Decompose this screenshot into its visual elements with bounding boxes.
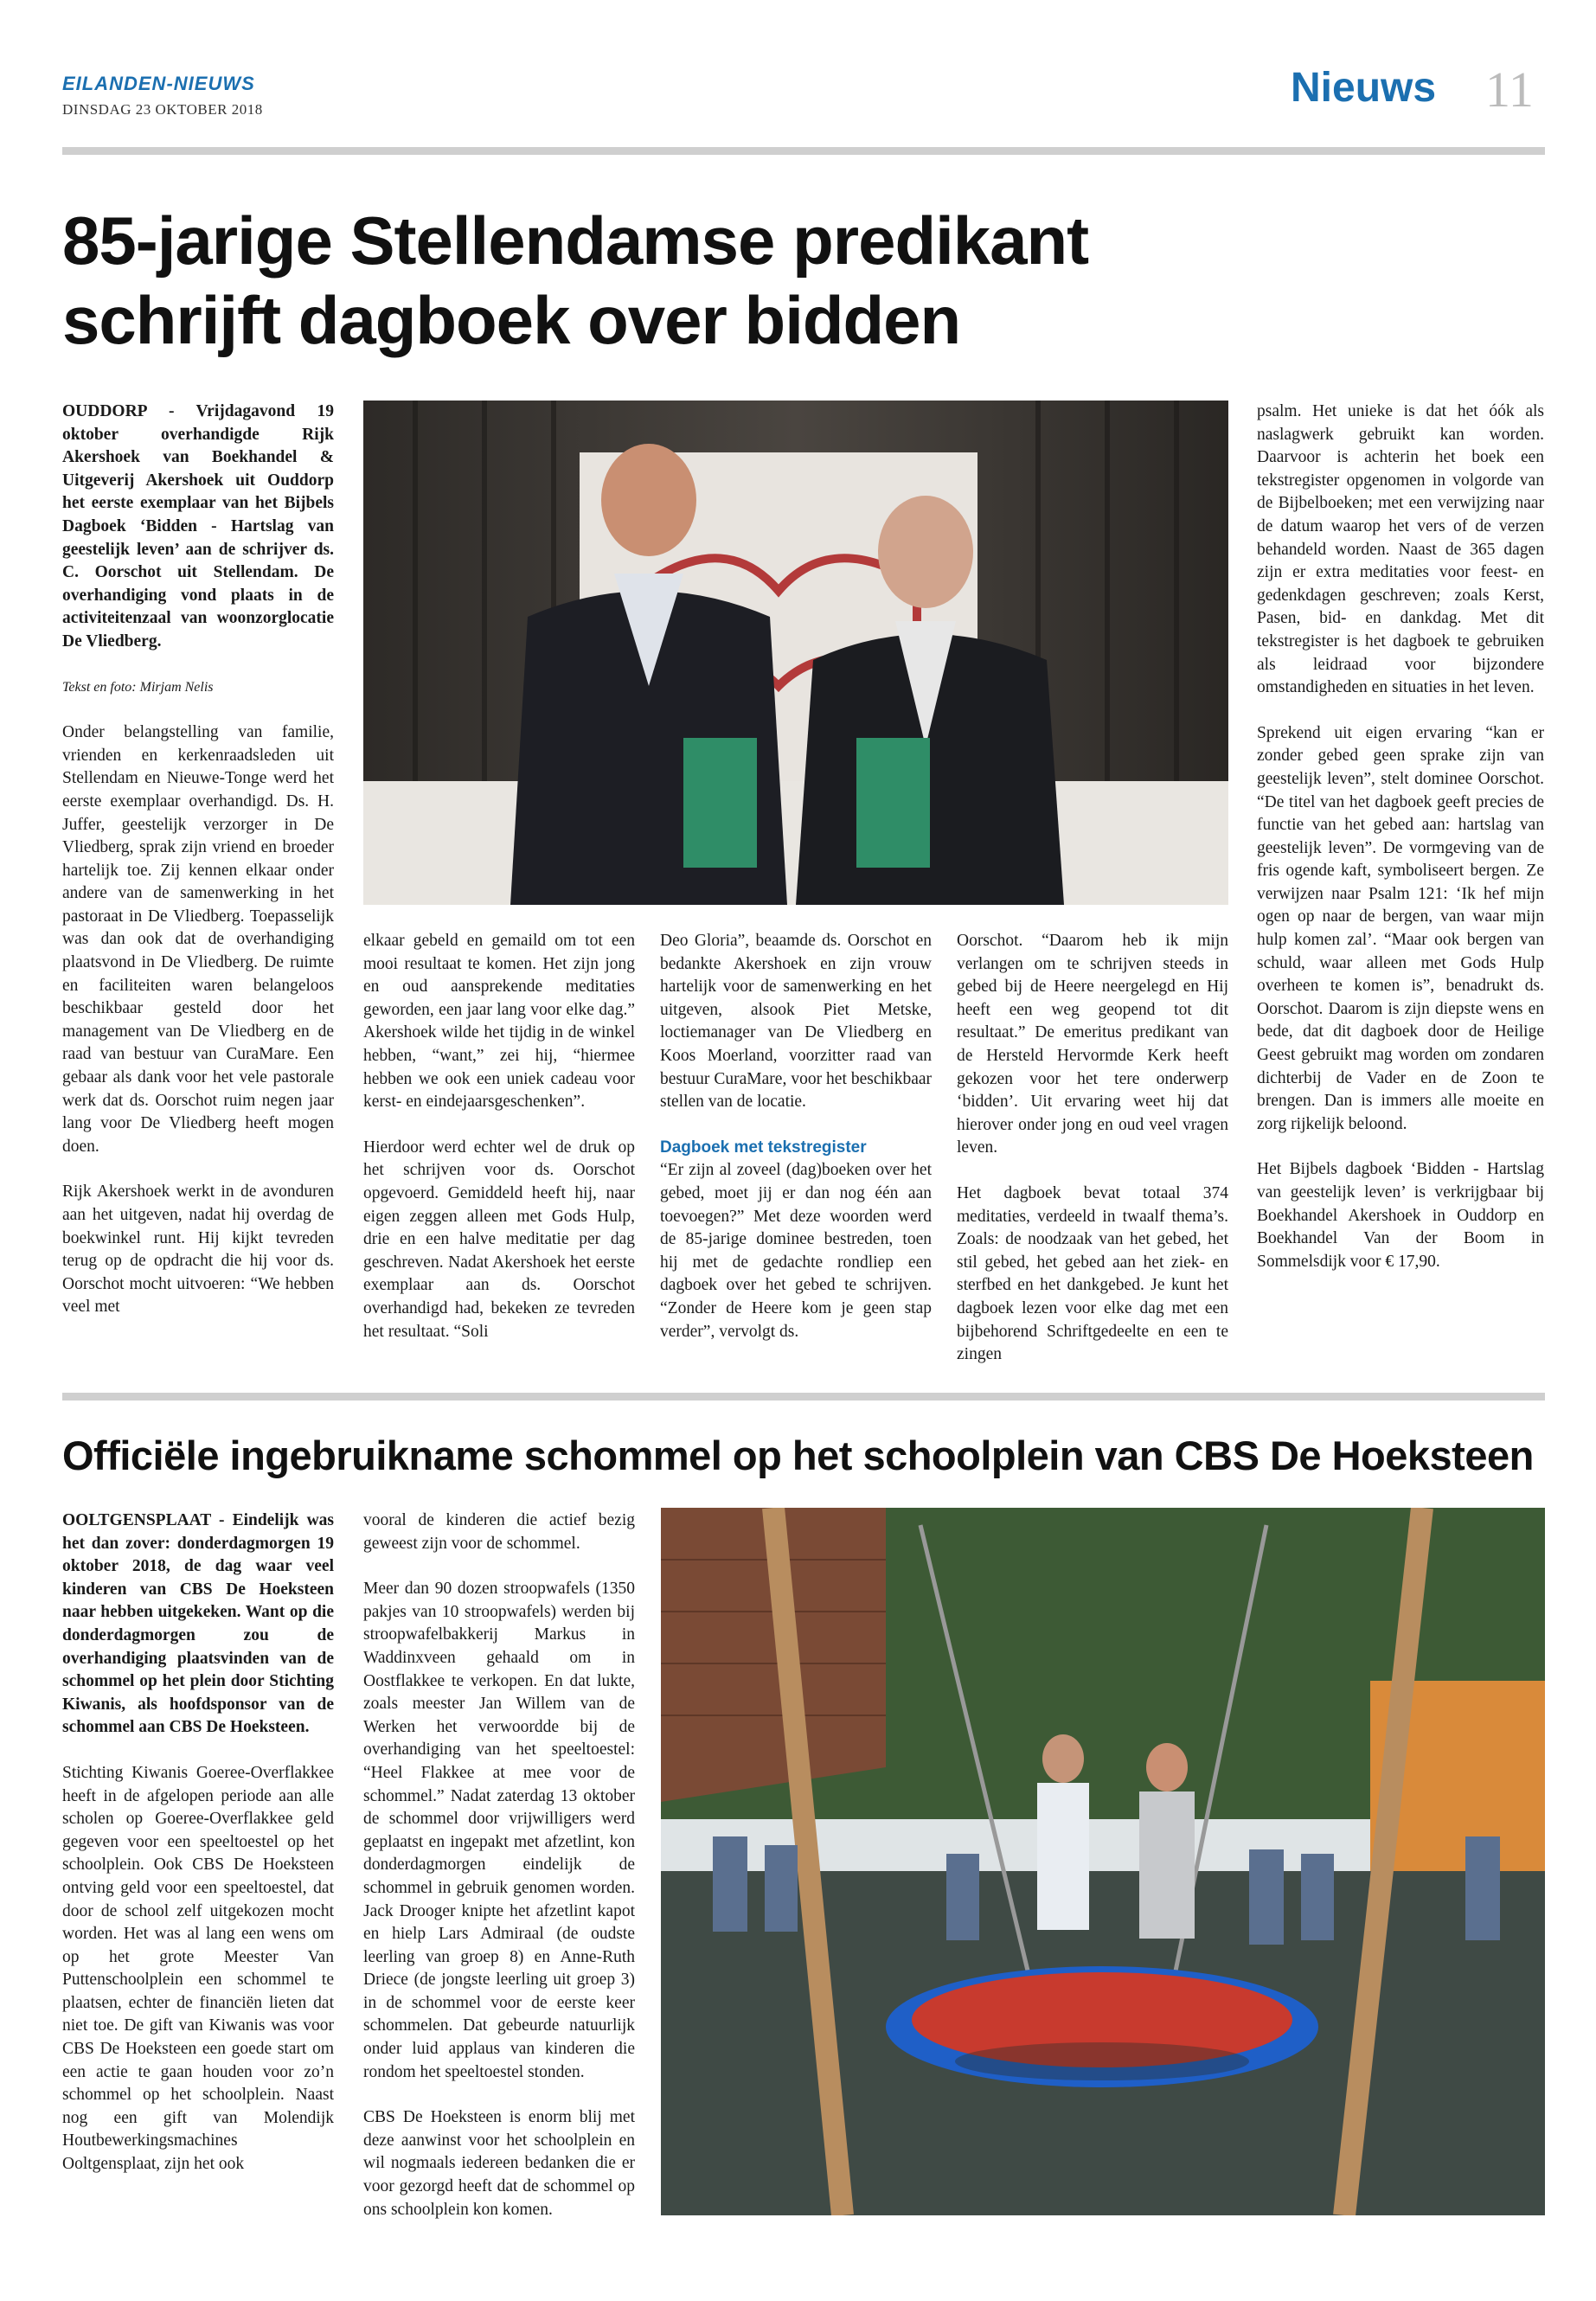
paragraph: elkaar gebeld en gemaild om tot een mooi resultaat te komen. Het zijn jong en oud aansprekende meditaties geworden, een jaar lang voor elke dag.” Akershoek wilde het tijdig in de winkel hebben, “want,” zei hij, “hiermee hebben we ook een uniek cadeau voor kerst- en eindejaarsgeschenken”. (363, 932, 635, 1112)
article1-photo (363, 401, 1228, 905)
photo-credit: Tekst en foto: Mirjam Nelis (62, 679, 214, 695)
paragraph: vooral de kinderen die actief bezig geweest zijn voor de schommel. (363, 1511, 635, 1553)
section-title: Nieuws (1291, 65, 1437, 111)
paragraph: Stichting Kiwanis Goeree-Overflakkee heeft in de afgelopen periode aan alle scholen op Goeree-Overflakkee geld gegeven voor een speeltoestel op het schoolplein. Ook CBS De Hoeksteen ontving geld voor een speeltoestel, dat door de school zelf uitgekozen mocht worden. Het was al lang een wens om op het grote Meester Van Puttenschoolplein een schommel te plaatsen, echter de financiën lieten dat niet toe. De gift van Kiwanis was voor CBS De Hoeksteen een goede start om een actie te gaan houden voor zo’n schommel op het schoolplein. Naast nog een gift van Molendijk Houtbewerkingsmachines Ooltgensplaat, zijn het ook (62, 1763, 334, 2174)
paragraph: Hierdoor werd echter wel de druk op het schrijven voor ds. Oorschot opgevoerd. Gemiddeld heeft hij, naar eigen zeggen alleen met Gods Hulp, drie en een halve meditatie per dag geschreven. Nadat Akershoek het eerste exemplaar aan ds. Oorschot overhandigd had, bekeken ze tevreden het resultaat. “Soli (363, 1138, 635, 1341)
paragraph: CBS De Hoeksteen is enorm blij met deze aanwinst voor het schoolplein en wil nogmaals iedereen bedanken die er voor gezorgd heeft dat de schommel op ons schoolplein kon komen. (363, 2108, 635, 2219)
paragraph: Deo Gloria”, beaamde ds. Oorschot en bedankte Akershoek en zijn vrouw hartelijk voor de samenwerking en het uitgeven, alsook Piet Metske, loctiemanager van De Vliedberg en Koos Moerland, voorzitter raad van bestuur CuraMare, voor het beschikbaar stellen van de locatie. (660, 932, 932, 1112)
issue-date: DINSDAG 23 OKTOBER 2018 (62, 101, 263, 118)
article1-lead: OUDDORP - Vrijdagavond 19 oktober overhandigde Rijk Akershoek van Boekhandel & Uitgeverij Akershoek uit Ouddorp het eerste exemplaar van het Bijbels Dagboek ‘Bidden - Hartslag van geestelijk leven’ aan de schrijver ds. C. Oorschot uit Stellendam. De overhandiging vond plaats in de activiteitenzaal van woonzorglocatie De Vliedberg. (62, 402, 334, 651)
paragraph: Het dagboek bevat totaal 374 meditaties, verdeeld in twaalf thema’s. Zoals: de noodzaak van het gebed, het stil gebed, het gebed aan het ziek- en sterfbed en het dankgebed. Je kunt het dagboek lezen voor elke dag met een bijbehorend Schriftgedeelte en een te zingen (957, 1183, 1228, 1364)
paragraph: Onder belangstelling van familie, vrienden en kerkenraadsleden uit Stellendam en Nieuwe-Tonge werd het eerste exemplaar overhandigd. Ds. H. Juffer, geestelijk verzorger in De Vliedberg, sprak zijn vriend en broeder hartelijk toe. Zij kennen elkaar onder andere van de samenwerking in het pastoraat in De Vliedberg. Toepasselijk was dan ook dat de overhandiging plaatsvond in De Vliedberg. De ruimte en faciliteiten waren belangeloos beschikbaar gesteld door het management van De Vliedberg en de raad van bestuur van CuraMare. Een gebaar als dank voor het vele pastorale werk dat ds. Oorschot ruim negen jaar lang voor De Vliedberg heeft mogen doen. (62, 723, 334, 1156)
article2-photo (661, 1508, 1545, 2215)
article1-column-5 (1257, 401, 1544, 1296)
article2-column-2 (363, 1509, 635, 2244)
paragraph: psalm. Het unieke is dat het óók als naslagwerk gebruikt kan worden. Daarvoor is achterin het boek een tekstregister opgenomen in volgorde van de Bijbelboeken; met een verwijzing naar de datum waarop het vers of de verzen behandeld worden. Naast de 365 dagen zijn er extra meditaties voor feest- en gedenkdagen geschreven; zoals Kerst, Pasen, bid- en dankdag. Met dit tekstregister is het dagboek te gebruiken als leidraad voor bijzondere omstandigheden en situaties in het leven. (1257, 402, 1544, 697)
headline-line-1: 85-jarige Stellendamse predikant (62, 202, 1089, 279)
article2-lead: OOLTGENSPLAAT - Eindelijk was het dan zover: donderdagmorgen 19 oktober 2018, de dag waar veel kinderen van CBS De Hoeksteen naar hebben uitgekeken. Want op die donderdagmorgen zou de overhandiging plaatsvinden van de schommel op het plein door Stichting Kiwanis, als hoofdsponsor van de schommel aan CBS De Hoeksteen. (62, 1511, 334, 1737)
article2-headline: Officiële ingebruikname schommel op het schoolplein van CBS De Hoeksteen (62, 1433, 1534, 1478)
article1-column-4 (957, 930, 1228, 1389)
paragraph: Het Bijbels dagboek ‘Bidden - Hartslag van geestelijk leven’ is verkrijgbaar bij Boekhandel Akershoek in Ouddorp en Boekhandel Van der Boom in Sommelsdijk voor € 17,90. (1257, 1160, 1544, 1271)
paragraph: Meer dan 90 dozen stroopwafels (1350 pakjes van 10 stroopwafels) werden bij stroopwafelbakkerij Markus in Waddinxveen gehaald om in Oostflakkee te verkopen. En dat lukte, zoals meester Jan Willem van de Werken het verwoordde bij de overhandiging van het speeltoestel: “Heel Flakkee at mee voor de schommel.” Nadat zaterdag 13 oktober de schommel door vrijwilligers werd geplaatst en ingepakt met afzetlint, kon donderdagmorgen eindelijk de schommel in gebruik genomen worden. Jack Drooger knipte het afzetlint kapot en hielp Lars Admiraal (de oudste leerling van groep 8) en Anne-Ruth Driece (de jongste leerling uit groep 3) in de schommel voor de eerste keer schommelen. Dat gebeurde natuurlijk onder luid applaus van kinderen die rondom het speeltoestel stonden. (363, 1580, 635, 2081)
article1-subheading: Dagboek met tekstregister (660, 1138, 867, 1157)
paragraph: Oorschot. “Daarom heb ik mijn verlangen om te schrijven steeds in gebed bij de Heere neergelegd en Hij heeft een weg geopend tot dit resultaat.” De emeritus predikant van de Hersteld Hervormde Kerk heeft gekozen voor het tere onderwerp ‘bidden’. Uit ervaring weet hij dat hierover onder jong en oud veel vragen leven. (957, 932, 1228, 1157)
paragraph: “Er zijn al zoveel (dag)boeken over het gebed, moet jij er dan nog één aan toevoegen?” Met deze woorden werd de 85-jarige dominee bestreden, toen hij met de gedachte rondliep een dagboek over het gebed te schrijven. “Zonder de Heere kom je geen stap verder”, vervolgt ds. (660, 1161, 932, 1341)
header-rule (62, 147, 1545, 155)
page-number: 11 (1485, 61, 1534, 118)
article1-column-3 (660, 930, 932, 1366)
article-divider (62, 1393, 1545, 1400)
headline-line-2: schrijft dagboek over bidden (62, 282, 961, 358)
swing-inauguration-photo (661, 1508, 1545, 2215)
paragraph: Sprekend uit eigen ervaring “kan er zonder gebed geen sprake zijn van geestelijk leven”, stelt dominee Oorschot. “De titel van het dagboek geeft precies de functie van het gebed aan: hartslag van geestelijk leven”. De vormgeving van de fris ogende kaft, symboliseert bergen. Ze verwijzen naar Psalm 121: ‘Ik hef mijn ogen op naar de bergen, van waar mijn hulp komen zal’. “Maar ook bergen van schuld, waar alleen met Gods Hulp overheen te komen is”, benadrukt ds. Oorschot. Daarom is zijn diepste wens en bede, dat dit dagboek door de Heilige Geest gebruikt mag worden om zondaren dichterbij de Vader en de Zoon te brengen. Dan is immers alle moeite en zorg rijkelijk beloond. (1257, 723, 1544, 1133)
article1-column-1 (62, 401, 334, 1342)
paragraph: Rijk Akershoek werkt in de avonduren aan het uitgeven, nadat hij overdag de boekwinkel runt. Hij kijkt tevreden terug op de opdracht die hij voor ds. Oorschot mocht uitvoeren: “We hebben veel met (62, 1183, 334, 1317)
article1-headline (62, 201, 1360, 360)
article1-column-2 (363, 930, 635, 1366)
article2-column-1 (62, 1509, 334, 2199)
book-presentation-photo (363, 401, 1228, 905)
newspaper-logo: EILANDEN-NIEUWS (62, 73, 255, 94)
